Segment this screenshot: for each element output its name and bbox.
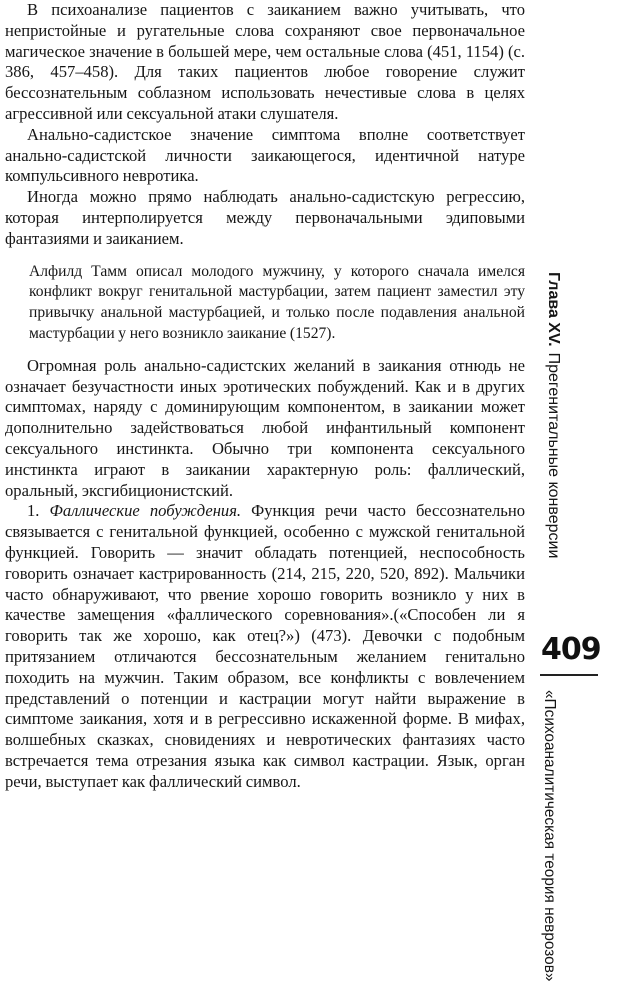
paragraph-3: Иногда можно прямо наблюдать анально-садистскую регрессию, которая интерполируется между первоначальными эдиповыми фантазиями и заиканием. <box>5 187 525 248</box>
case-quote: Алфилд Тамм описал молодого мужчину, у которого сначала имелся конфликт вокруг генитальной мастурбации, затем пациент заместил эту привычку анальной мастурбацией, и только после подавления анальной мастурбации у него возникло заикание (1527). <box>29 262 525 342</box>
paragraph-4: Огромная роль анально-садистских желаний в заикания отнюдь не означает безучастности иных эротических побуждений. Как и в других симптомах, наряду с доминирующим компонентом, в заикании может дополнительно задействоваться любой инфантильный компонент сексуального инстинкта. Обычно три компонента сексуального инстинкта играют в заикании характерную роль: фаллический, оральный, эксгибиционистский. <box>5 355 525 500</box>
main-text-column <box>5 0 525 792</box>
page-number-rule <box>540 674 598 676</box>
running-foot <box>530 690 570 990</box>
chapter-label: Глава XV. <box>545 272 562 347</box>
paragraph-5-text: Функция речи часто бессознательно связывается с генитальной функцией, особенно с мужской генитальной функцией. Говорить — значит обладать потенцией, неспособность говорить означает кастрированность (214, 215, 220, 520, 892). Мальчики часто обнаруживают, что рвение хорошо говорить возникло у них в качестве замещения «фаллического соревнования».(«Способен ли я говорить так же хорошо, как отец?») (473). Девочки с подобным притязанием отличаются бессознательным желанием генитально походить на мужчин. Таким образом, все конфликты с вовлечением представлений о потенции и кастрации могут найти выражение в симптоме заикания, хотя и в регрессивно искаженной форме. В мифах, волшебных сказках, сновидениях и невротических фантазиях часто встречается тема отрезания языка как символ кастрации. Язык, орган речи, выступает как фаллический символ. <box>5 501 526 791</box>
section-heading-inline: Фаллические побуждения. <box>49 501 242 521</box>
book-title: «Психоаналитическая теория неврозов» <box>541 690 558 982</box>
paragraph-2: Анально-садистское значение симптома вполне соответствует анально-садистской личности заикающегося, идентичной натуре компульсивного невротика. <box>5 124 525 186</box>
chapter-title: Прегенитальные конверсии <box>545 352 562 559</box>
paragraph-5 <box>5 501 525 792</box>
paragraph-1: В психоанализе пациентов с заиканием важно учитывать, что непристойные и ругательные слова сохраняют свое первоначальное магическое значение в большей мере, чем остальные слова (451, 1154) (с. 386, 457–458). Для таких пациентов любое говорение служит бессознательным соблазном использовать нечестивые слова в целях агрессивной или сексуальной атаки слушателя. <box>5 0 525 123</box>
page-number: 409 <box>541 632 601 667</box>
running-head <box>526 272 566 602</box>
list-number: 1. <box>27 501 50 521</box>
